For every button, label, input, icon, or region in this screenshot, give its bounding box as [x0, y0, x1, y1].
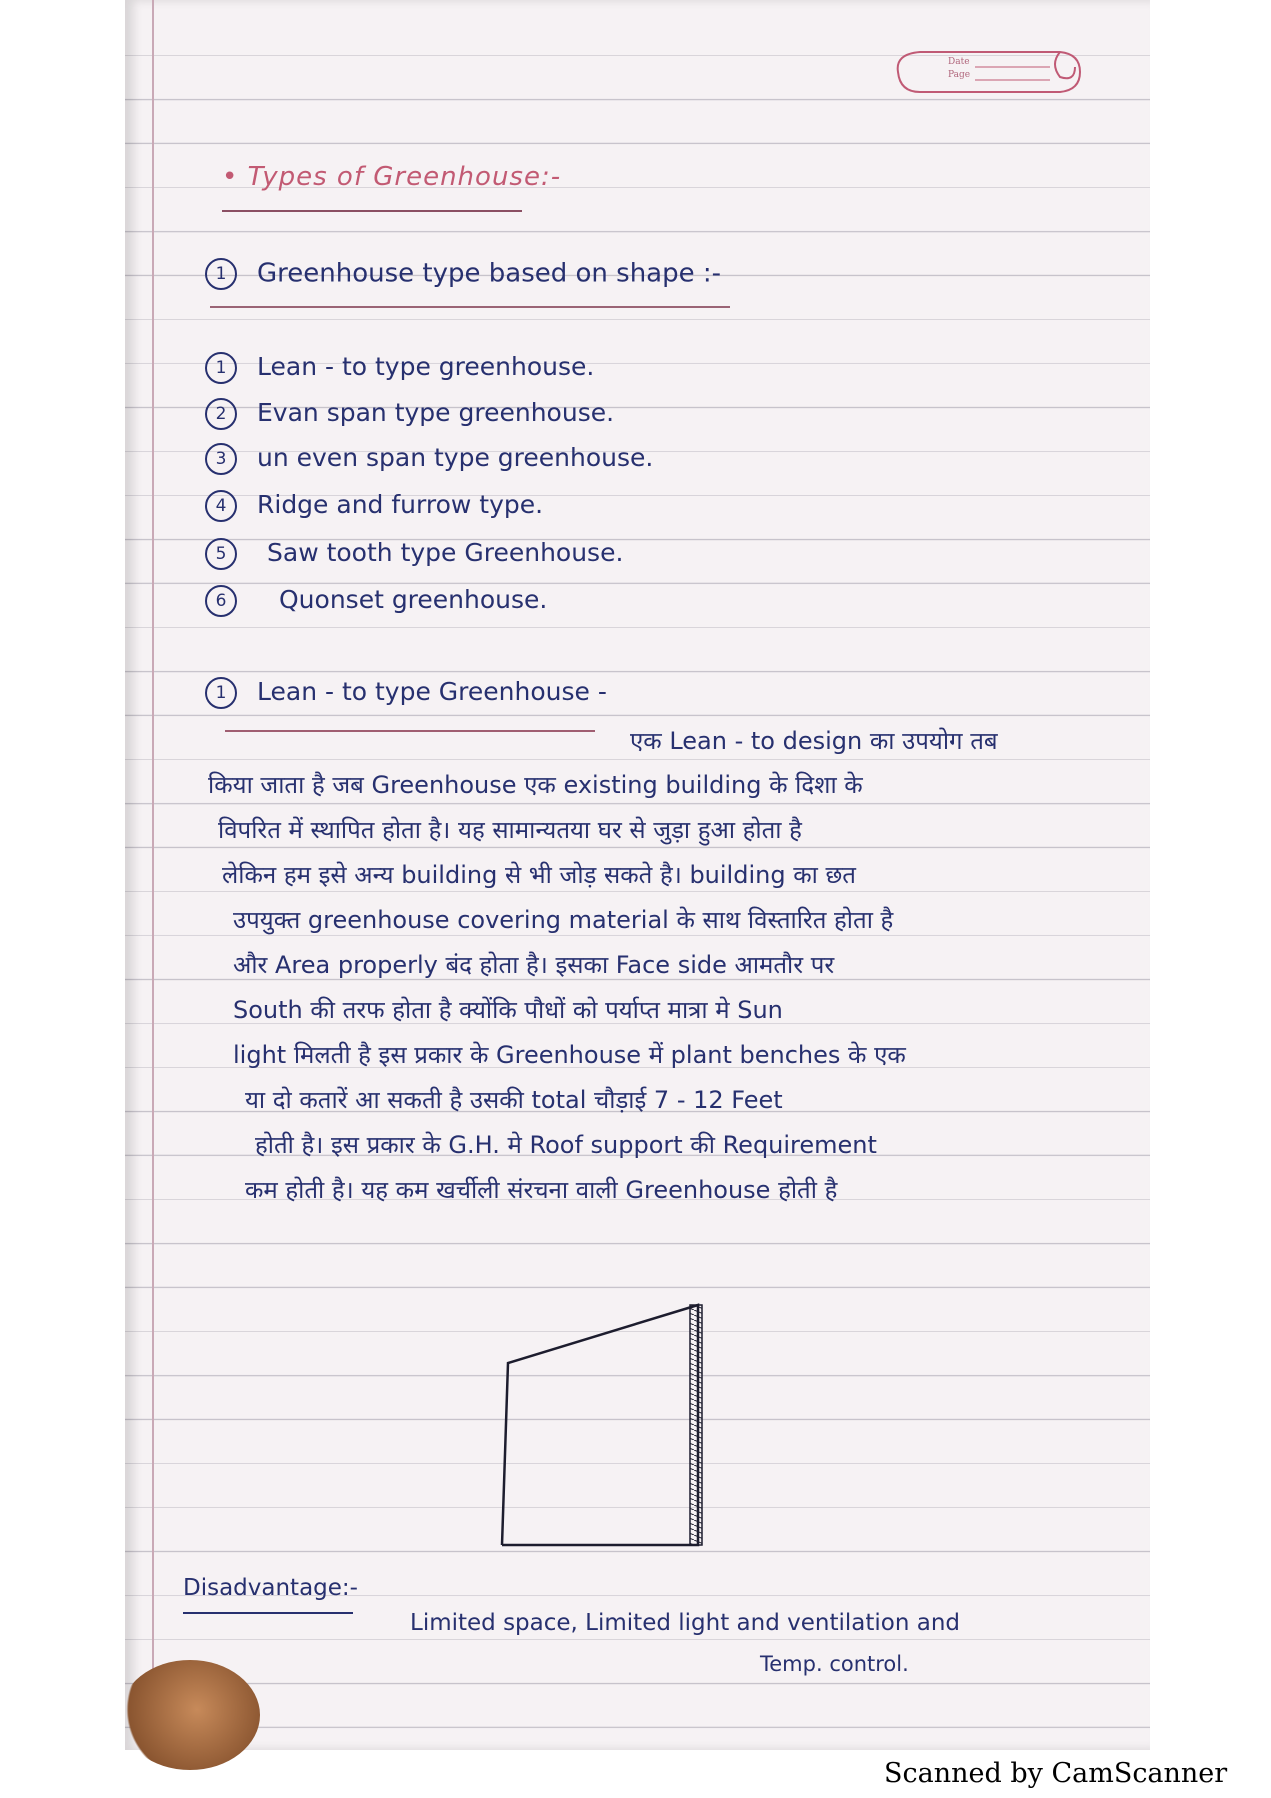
list-item	[205, 398, 614, 430]
list-text: Quonset greenhouse.	[279, 585, 548, 614]
disadvantage-text-continued: Temp. control.	[760, 1652, 909, 1676]
paragraph-line: किया जाता है जब Greenhouse एक existing building के दिशा के	[208, 771, 863, 799]
list-item	[205, 490, 543, 522]
disadvantage-text: Limited space, Limited light and ventilation and	[410, 1610, 960, 1636]
list-item	[205, 443, 653, 475]
badge-scroll-icon	[890, 42, 1090, 102]
lean-to-greenhouse-sketch	[490, 1295, 720, 1555]
list-item	[205, 352, 594, 384]
list-number: 6	[205, 585, 237, 617]
scanner-watermark: Scanned by CamScanner	[884, 1758, 1228, 1789]
paragraph-line: light मिलती है इस प्रकार के Greenhouse में plant benches के एक	[233, 1041, 906, 1069]
list-text: Lean - to type greenhouse.	[257, 352, 595, 381]
list-number: 5	[205, 538, 237, 570]
paragraph-line: होती है। इस प्रकार के G.H. मे Roof support की Requirement	[255, 1131, 877, 1159]
list-number: 4	[205, 490, 237, 522]
list-number: 3	[205, 443, 237, 475]
page-label: Page	[948, 70, 971, 80]
paragraph-line: उपयुक्त greenhouse covering material के साथ विस्तारित होता है	[233, 906, 894, 934]
paragraph-line: विपरित में स्थापित होता है। यह सामान्यतया घर से जुड़ा हुआ होता है	[218, 816, 802, 844]
finger-photo-artifact	[120, 1660, 260, 1770]
paragraph-line: और Area properly बंद होता है। इसका Face side आमतौर पर	[233, 951, 835, 979]
title-underline	[222, 210, 522, 212]
list-text: Evan span type greenhouse.	[257, 398, 615, 427]
paragraph-line: या दो कतारें आ सकती है उसकी total चौड़ाई 7 - 12 Feet	[245, 1086, 783, 1114]
subsection-number: 1	[205, 677, 237, 709]
list-item	[205, 585, 547, 617]
section-heading	[205, 258, 721, 290]
list-number: 1	[205, 352, 237, 384]
paragraph-line: South की तरफ होता है क्योंकि पौधों को पर्याप्त मात्रा मे Sun	[233, 996, 783, 1024]
disadvantage-label: Disadvantage:-	[183, 1575, 358, 1601]
subsection-underline	[225, 730, 595, 732]
paragraph-line: एक Lean - to design का उपयोग तब	[630, 727, 998, 755]
date-label: Date	[948, 57, 970, 67]
section-title: Greenhouse type based on shape :-	[257, 258, 722, 289]
margin-line	[152, 0, 154, 1750]
paragraph-line: लेकिन हम इसे अन्य building से भी जोड़ सकते है। building का छत	[222, 861, 856, 889]
page-title: • Types of Greenhouse:-	[222, 162, 562, 192]
list-text: un even span type greenhouse.	[257, 443, 654, 472]
paragraph-line: कम होती है। यह कम खर्चीली संरचना वाली Greenhouse होती है	[245, 1176, 838, 1204]
section-number: 1	[205, 258, 237, 290]
date-page-badge	[890, 42, 1090, 102]
list-number: 2	[205, 398, 237, 430]
disadvantage-underline	[183, 1612, 353, 1614]
section-underline	[210, 306, 730, 308]
list-text: Saw tooth type Greenhouse.	[267, 538, 624, 567]
subsection-heading	[205, 677, 607, 709]
list-item	[205, 538, 623, 570]
subsection-title: Lean - to type Greenhouse -	[257, 677, 607, 706]
list-text: Ridge and furrow type.	[257, 490, 544, 519]
